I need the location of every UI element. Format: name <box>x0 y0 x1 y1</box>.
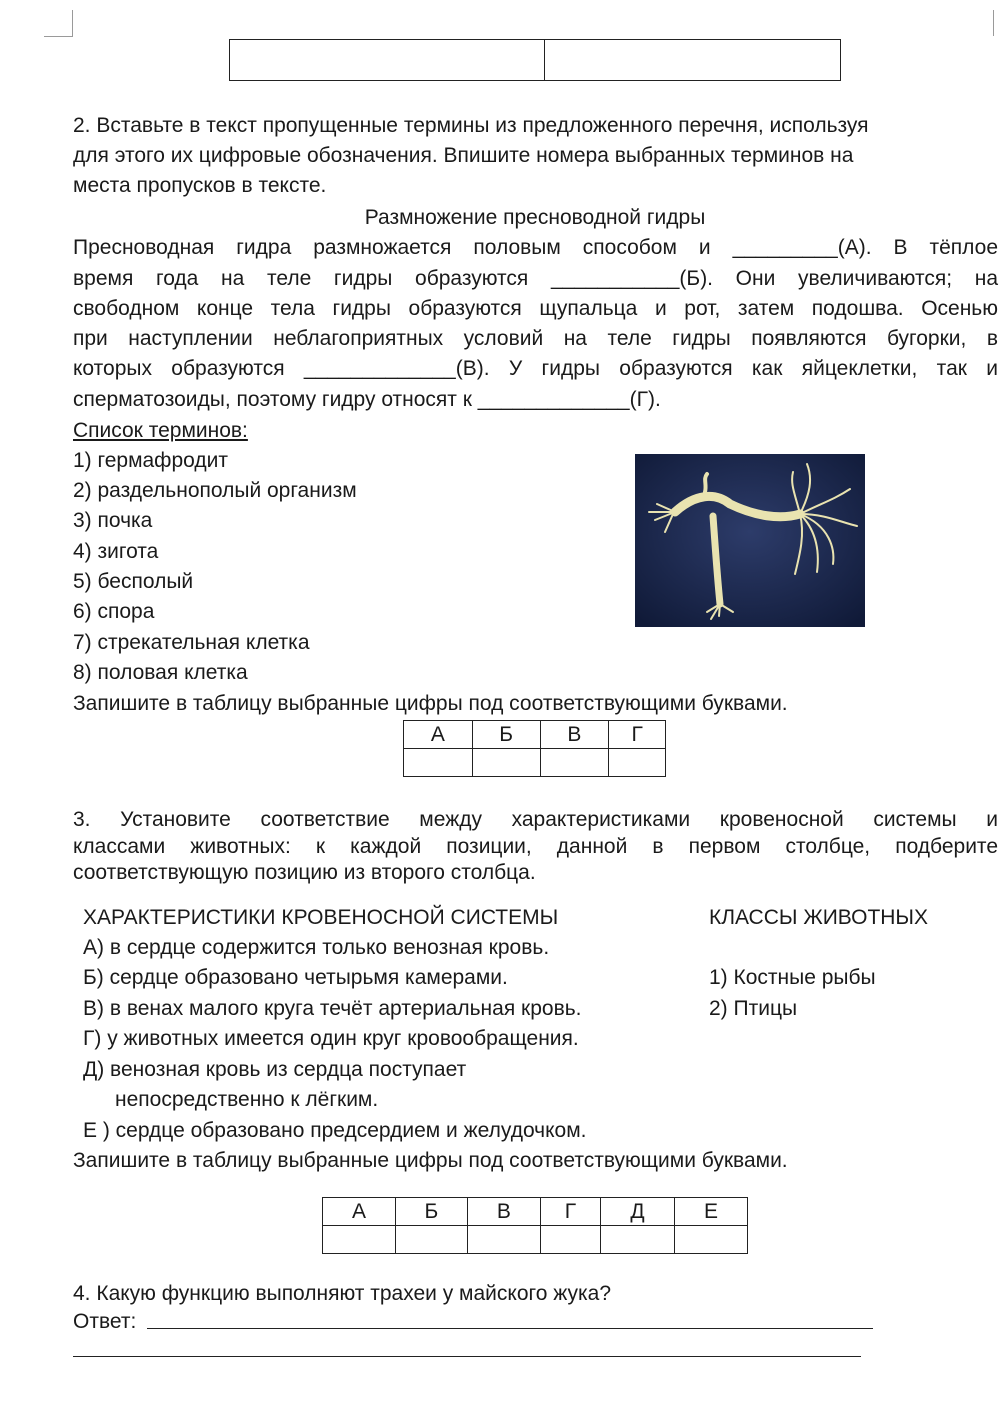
answer-cell[interactable] <box>395 1226 467 1254</box>
term-item: 6) спора <box>73 600 155 623</box>
class-item: 1) Костные рыбы <box>709 966 876 989</box>
characteristic-item: Д) венозная кровь из сердца поступает <box>83 1058 467 1081</box>
answer-cell[interactable] <box>323 1226 396 1254</box>
top-table-cell[interactable] <box>230 40 545 81</box>
task2-text-line: Пресноводная гидра размножается половым способом и _________(А). В тёплое <box>73 236 998 259</box>
characteristic-item: Е ) сердце образовано предсердием и желудочком. <box>83 1119 587 1142</box>
task3-intro-line: классами животных: к каждой позиции, данной в первом столбце, подберите <box>73 835 998 858</box>
answer-line[interactable] <box>73 1356 861 1357</box>
answer-cell[interactable] <box>467 1226 540 1254</box>
task2-answer-table <box>403 720 666 777</box>
task2-text-line: свободном конце тела гидры образуются щупальца и рот, затем подошва. Осенью <box>73 297 998 320</box>
task2-instruction: Запишите в таблицу выбранные цифры под соответствующими буквами. <box>73 692 788 715</box>
task2-intro-line: 2. Вставьте в текст пропущенные термины из предложенного перечня, используя <box>73 114 869 137</box>
term-item: 2) раздельнополый организм <box>73 479 357 502</box>
answer-header: А <box>323 1198 396 1226</box>
task2-text-line: которых образуются _____________(В). У гидры образуются как яйцеклетки, так и <box>73 357 998 380</box>
characteristic-item: Г) у животных имеется один круг кровообращения. <box>83 1027 579 1050</box>
answer-cell[interactable] <box>609 749 666 777</box>
top-table <box>229 39 841 81</box>
answer-header: Г <box>609 721 666 749</box>
top-table-cell[interactable] <box>545 40 841 81</box>
term-item: 3) почка <box>73 509 153 532</box>
answer-header: А <box>404 721 473 749</box>
col1-heading: ХАРАКТЕРИСТИКИ КРОВЕНОСНОЙ СИСТЕМЫ <box>83 906 559 929</box>
answer-cell[interactable] <box>600 1226 674 1254</box>
task4-answer-label: Ответ: <box>73 1310 137 1333</box>
task3-intro-line: 3. Установите соответствие между характеристиками кровеносной системы и <box>73 808 998 831</box>
col2-heading: КЛАССЫ ЖИВОТНЫХ <box>709 906 929 929</box>
answer-header: В <box>467 1198 540 1226</box>
answer-header: В <box>540 721 609 749</box>
answer-cell[interactable] <box>675 1226 748 1254</box>
characteristic-item-continued: непосредственно к лёгким. <box>115 1088 379 1111</box>
answer-header: Б <box>472 721 540 749</box>
task3-instruction: Запишите в таблицу выбранные цифры под соответствующими буквами. <box>73 1149 788 1172</box>
terms-heading: Список терминов: <box>73 419 248 442</box>
term-item: 7) стрекательная клетка <box>73 631 310 654</box>
answer-cell[interactable] <box>540 749 609 777</box>
characteristic-item: А) в сердце содержится только венозная кровь. <box>83 936 550 959</box>
answer-line[interactable] <box>147 1328 873 1329</box>
task3-answer-table <box>322 1197 748 1254</box>
task2-text-line: сперматозоиды, поэтому гидру относят к _____________(Г). <box>73 388 661 411</box>
characteristic-item: Б) сердце образовано четырьмя камерами. <box>83 966 508 989</box>
answer-header: Б <box>395 1198 467 1226</box>
page-corner-mark-right <box>993 10 999 36</box>
hydra-photo <box>635 454 865 627</box>
term-item: 4) зигота <box>73 540 159 563</box>
answer-header: Д <box>600 1198 674 1226</box>
answer-header: Е <box>675 1198 748 1226</box>
class-item: 2) Птицы <box>709 997 798 1020</box>
task2-intro-line: места пропусков в тексте. <box>73 174 327 197</box>
task3-intro-line: соответствующую позицию из второго столбца. <box>73 861 536 884</box>
task2-text-line: при наступлении неблагоприятных условий на теле гидры появляются бугорки, в <box>73 327 998 350</box>
task2-text-line: время года на теле гидры образуются ___________(Б). Они увеличиваются; на <box>73 267 998 290</box>
term-item: 1) гермафродит <box>73 449 228 472</box>
answer-cell[interactable] <box>404 749 473 777</box>
task2-intro-line: для этого их цифровые обозначения. Впишите номера выбранных терминов на <box>73 144 854 167</box>
answer-cell[interactable] <box>472 749 540 777</box>
term-item: 5) бесполый <box>73 570 194 593</box>
answer-header: Г <box>540 1198 600 1226</box>
answer-cell[interactable] <box>540 1226 600 1254</box>
task2-title: Размножение пресноводной гидры <box>364 206 706 229</box>
characteristic-item: В) в венах малого круга течёт артериальная кровь. <box>83 997 582 1020</box>
term-item: 8) половая клетка <box>73 661 248 684</box>
task4-question: 4. Какую функцию выполняют трахеи у майского жука? <box>73 1282 612 1305</box>
page-corner-mark <box>44 10 73 37</box>
